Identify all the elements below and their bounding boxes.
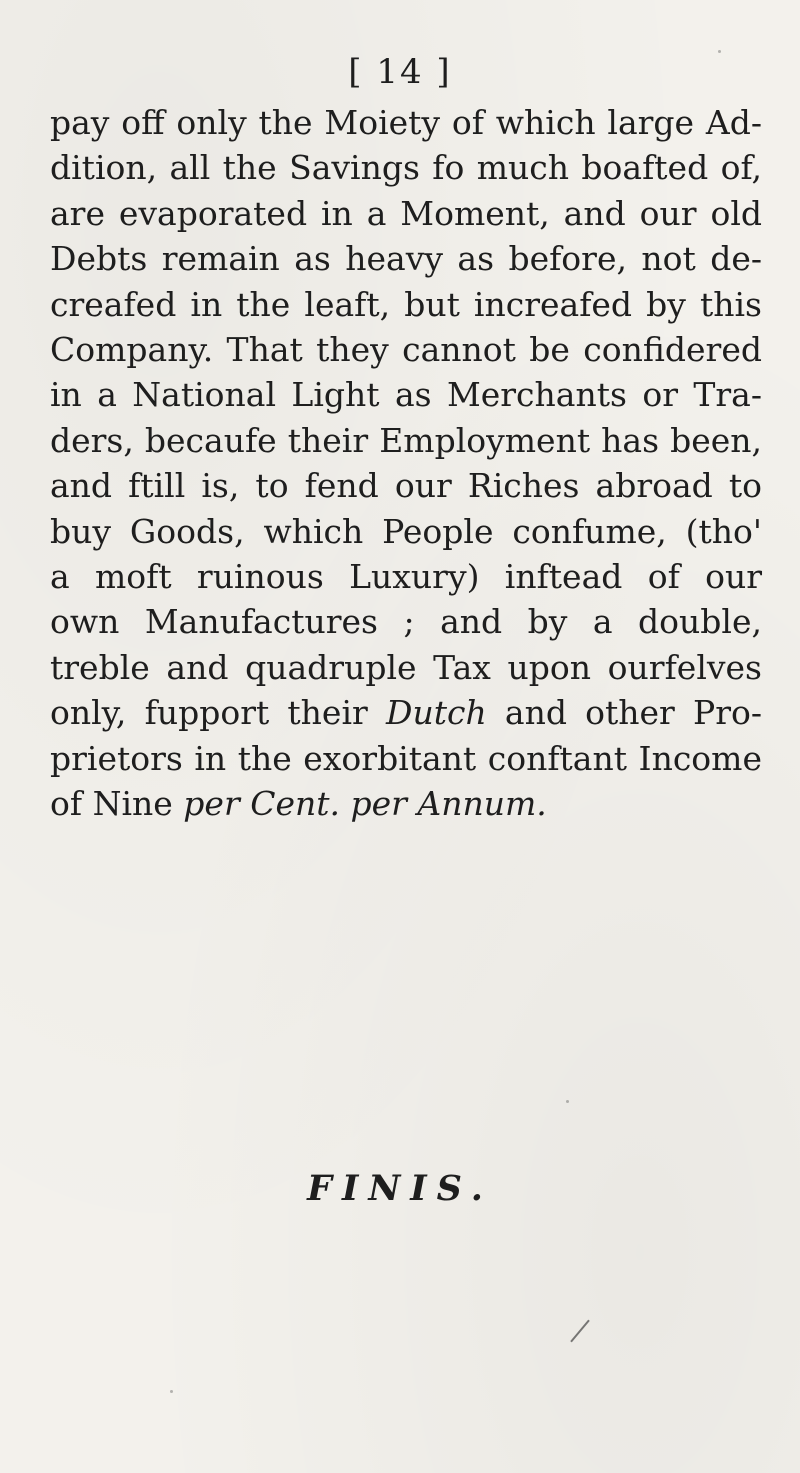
text-line: buy Goods, which People confume, (tho' <box>50 511 762 551</box>
text-line: are evaporated in a Moment, and our old <box>50 193 762 233</box>
finis-heading: FINIS. <box>307 1168 493 1209</box>
text-line: Debts remain as heavy as before, not de- <box>50 239 762 279</box>
text-line: pay off only the Moiety of which large Ad- <box>50 103 762 142</box>
text-line: ders, becaufe their Employment has been, <box>50 420 762 460</box>
text-line: creafed in the leaft, but increafed by this <box>50 284 762 324</box>
text-line: dition, all the Savings fo much boafted of, <box>50 148 762 188</box>
paper-speck <box>170 1390 173 1393</box>
text-segment: of Nine <box>50 784 173 824</box>
ink-mark <box>570 1320 590 1343</box>
body-text <box>50 100 762 827</box>
paper-speck <box>566 1100 569 1103</box>
text-line: own Manufactures ; and by a double, <box>50 602 762 642</box>
italic-word-dutch: Dutch <box>385 693 487 733</box>
text-line: a moft ruinous Luxury) inftead of our <box>50 557 762 597</box>
text-line: and ftill is, to fend our Riches abroad to <box>50 466 762 506</box>
text-line: prietors in the exorbitant conftant Income <box>50 738 762 778</box>
paper-speck <box>718 50 721 53</box>
page-number: [ 14 ] <box>348 52 452 92</box>
text-line-mixed <box>50 781 762 826</box>
text-line: Company. That they cannot be confidered <box>50 330 762 370</box>
text-line: treble and quadruple Tax upon ourfelves <box>50 647 762 687</box>
text-line-mixed <box>50 690 762 735</box>
italic-phrase-per-annum: per Annum. <box>350 784 547 824</box>
text-segment: only, fupport their <box>50 693 368 733</box>
text-line: in a National Light as Merchants or Tra- <box>50 375 762 415</box>
text-segment: and other Pro- <box>504 693 762 733</box>
italic-phrase-per-cent: per Cent. <box>183 784 340 824</box>
